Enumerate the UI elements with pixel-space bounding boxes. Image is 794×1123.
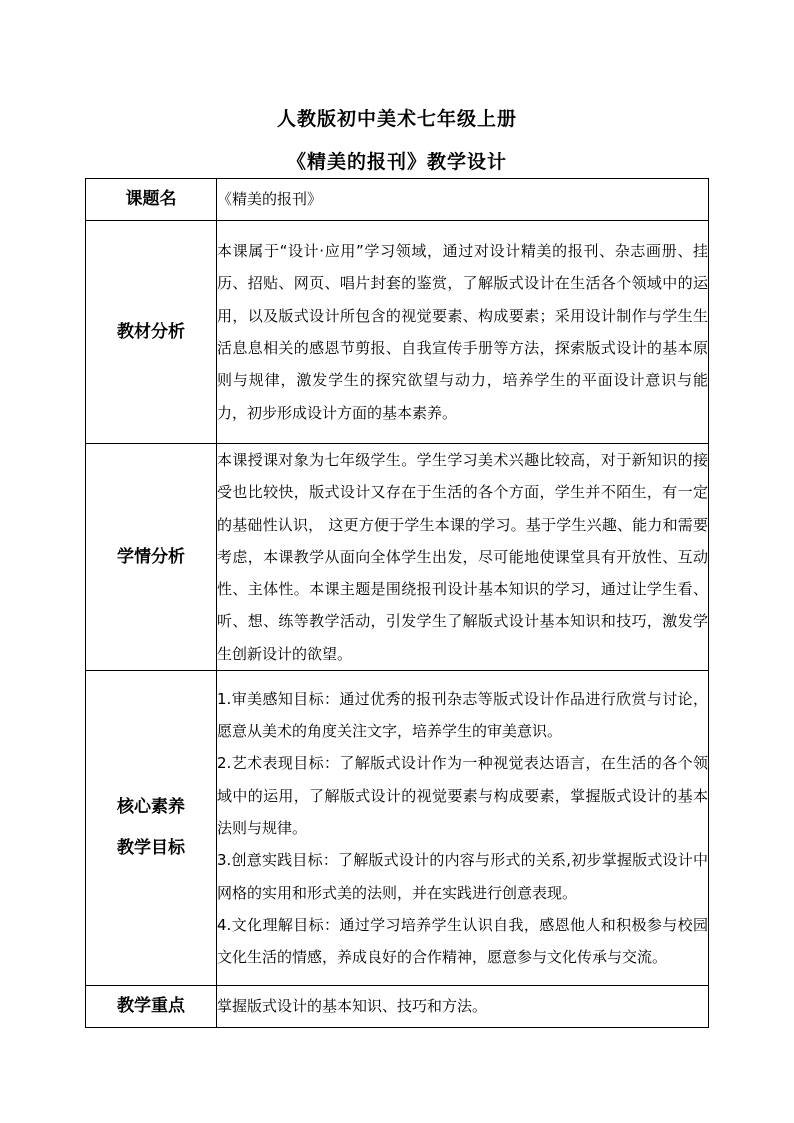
key-points-label: 教学重点: [86, 986, 217, 1028]
table-row-material-analysis: [86, 221, 709, 444]
topic-value: 《精美的报刊》: [217, 179, 709, 221]
lesson-plan-table: [85, 178, 709, 1028]
material-analysis-label: 教材分析: [86, 221, 217, 444]
table-row-topic: [86, 179, 709, 221]
core-goals-label: 核心素养 教学目标: [86, 671, 217, 986]
student-analysis-label: 学情分析: [86, 444, 217, 671]
table-row-student-analysis: [86, 444, 709, 671]
material-analysis-text: 本课属于“设计·应用”学习领域，通过对设计精美的报刊、杂志画册、挂历、招贴、网页、唱片封套的鉴赏，了解版式设计在生活各个领域中的运用，以及版式设计所包含的视觉要素、构成要素；采用设计制作与学生生活息息相关的感恩节剪报、自我宣传手册等方法，探索版式设计的基本原则与规律，激发学生的探究欲望与动力，培养学生的平面设计意识与能力，初步形成设计方面的基本素养。: [217, 221, 709, 444]
topic-label: 课题名: [86, 179, 217, 221]
student-analysis-text: 本课授课对象为七年级学生。学生学习美术兴趣比较高，对于新知识的接受也比较快，版式设计又存在于生活的各个方面，学生并不陌生，有一定的基础性认识， 这更方便于学生本课的学习。基于学生兴趣、能力和需要考虑，本课教学从面向全体学生出发，尽可能地使课堂具有开放性、互动性、主体性。本课主题是围绕报刊设计基本知识的学习，通过让学生看、听、想、练等教学活动，引发学生了解版式设计基本知识和技巧，激发学生创新设计的欲望。: [217, 444, 709, 671]
table-row-key-points: [86, 986, 709, 1028]
goal-item-cultural: 4.文化理解目标：通过学习培养学生认识自我，感恩他人和积极参与校园文化生活的情感，养成良好的合作精神，愿意参与文化传承与交流。: [217, 915, 708, 967]
core-goals-list: [217, 671, 709, 986]
document-subtitle: 《精美的报刊》教学设计: [286, 151, 507, 173]
document-title: 人教版初中美术七年级上册: [276, 108, 517, 130]
goal-item-creative: 3.创意实践目标：了解版式设计的内容与形式的关系,初步掌握版式设计中网格的实用和形式美的法则，并在实践进行创意表现。: [217, 851, 708, 902]
goal-item-aesthetic: 1.审美感知目标：通过优秀的报刊杂志等版式设计作品进行欣赏与讨论，愿意从美术的角度关注文字，培养学生的审美意识。: [217, 689, 708, 741]
key-points-text: 掌握版式设计的基本知识、技巧和方法。: [217, 986, 709, 1028]
table-row-core-goals: [86, 671, 709, 986]
goal-item-artistic: 2.艺术表现目标：了解版式设计作为一种视觉表达语言，在生活的各个领域中的运用，了解版式设计的视觉要素与构成要素，掌握版式设计的基本法则与规律。: [217, 754, 708, 837]
